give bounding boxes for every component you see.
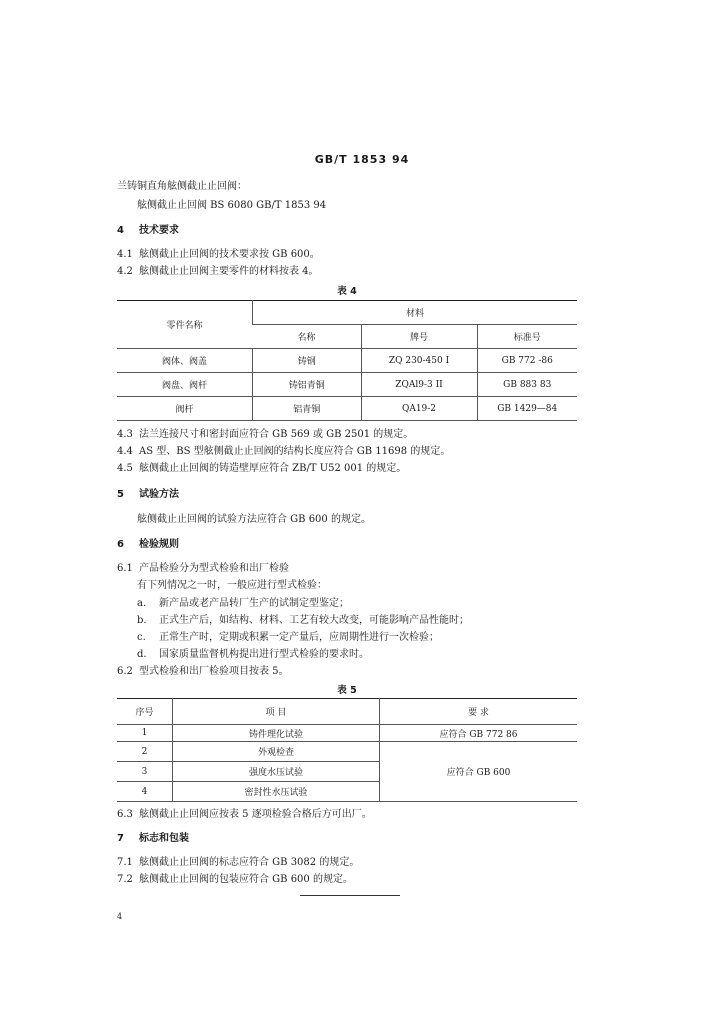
document-header: GB/T 1853 94: [314, 153, 410, 166]
table-row: [117, 742, 577, 762]
section-title: 标志和包装: [139, 833, 189, 844]
section-title: 试验方法: [139, 489, 179, 500]
list-item: [137, 614, 469, 628]
cell-req: 应符合 GB 600: [380, 742, 578, 802]
cell-no: 4: [117, 782, 173, 802]
clause-6-3: [117, 808, 372, 822]
cell-name: 铝青铜: [253, 397, 362, 421]
table-row: [117, 373, 577, 397]
clause-4-5: [117, 462, 406, 476]
list-text: 新产品或老产品转厂生产的试制定型鉴定；: [159, 598, 349, 609]
cell-standard: GB 883 83: [477, 373, 577, 397]
list-label: c.: [137, 632, 146, 643]
clause-text: AS 型、BS 型舷侧截止止回阀的结构长度应符合 GB 11698 的规定。: [139, 446, 451, 457]
clause-number: 7.1: [117, 857, 133, 868]
table-5-caption: 表 5: [337, 685, 357, 696]
table-4-caption: 表 4: [337, 286, 357, 297]
intro-line-1: 兰铸铜直角舷侧截止止回阀：: [117, 181, 247, 192]
section-number: 7: [117, 833, 124, 844]
list-label: d.: [137, 649, 147, 660]
clause-number: 4.3: [117, 429, 133, 440]
list-label: a.: [137, 598, 147, 609]
table-4-head-material: 材料: [253, 301, 578, 325]
cell-item: 密封性水压试验: [173, 782, 380, 802]
clause-6-1-intro: 有下列情况之一时，一般应进行型式检验：: [137, 580, 327, 591]
table-4-head-standard: 标准号: [477, 325, 577, 349]
clause-text: 产品检验分为型式检验和出厂检验: [139, 563, 289, 574]
clause-number: 4.1: [117, 249, 133, 260]
clause-text: 舷侧截止止回阀应按表 5 逐项检验合格后方可出厂。: [139, 809, 372, 820]
cell-name: 铸钢: [253, 349, 362, 373]
list-item: [137, 631, 439, 645]
section-number: 4: [117, 225, 124, 236]
intro-line-2: 舷侧截止止回阀 BS 6080 GB/T 1853 94: [137, 200, 327, 211]
cell-part: 阀盘、阀杆: [117, 373, 253, 397]
cell-no: 2: [117, 742, 173, 762]
clause-6-2: [117, 665, 289, 679]
clause-text: 型式检验和出厂检验项目按表 5。: [139, 666, 289, 677]
clause-4-3: [117, 428, 413, 442]
clause-text: 舷侧截止止回阀的包装应符合 GB 600 的规定。: [139, 874, 353, 885]
cell-grade: QA19-2: [361, 397, 477, 421]
table-row: [117, 349, 577, 373]
clause-number: 7.2: [117, 874, 133, 885]
section-6-heading: [117, 538, 179, 552]
cell-item: 强度水压试验: [173, 762, 380, 782]
section-5-text: 舷侧截止止回阀的试验方法应符合 GB 600 的规定。: [137, 514, 371, 525]
cell-part: 阀杆: [117, 397, 253, 421]
cell-part: 阀体、阀盖: [117, 349, 253, 373]
clause-number: 6.2: [117, 666, 133, 677]
cell-grade: ZQAl9-3 II: [361, 373, 477, 397]
cell-req: 应符合 GB 772 86: [380, 725, 578, 742]
section-4-heading: [117, 224, 179, 238]
list-text: 正常生产时，定期或积累一定产量后，应周期性进行一次检验；: [159, 632, 439, 643]
page-number: 4: [117, 912, 123, 921]
clause-text: 舷侧截止止回阀主要零件的材料按表 4。: [139, 266, 319, 277]
clause-4-4: [117, 445, 450, 459]
clause-number: 4.5: [117, 463, 133, 474]
table-row: [117, 397, 577, 421]
cell-standard: GB 772 -86: [477, 349, 577, 373]
clause-6-1: [117, 562, 289, 576]
table-5-head-no: 序号: [117, 699, 173, 725]
clause-number: 4.2: [117, 266, 133, 277]
clause-number: 6.3: [117, 809, 133, 820]
clause-number: 6.1: [117, 563, 133, 574]
cell-no: 3: [117, 762, 173, 782]
clause-text: 舷侧截止止回阀的标志应符合 GB 3082 的规定。: [139, 857, 360, 868]
clause-number: 4.4: [117, 446, 133, 457]
list-text: 国家质量监督机构提出进行型式检验的要求时。: [159, 649, 369, 660]
clause-text: 舷侧截止止回阀的技术要求按 GB 600。: [139, 249, 320, 260]
cell-standard: GB 1429—84: [477, 397, 577, 421]
clause-text: 法兰连接尺寸和密封面应符合 GB 569 或 GB 2501 的规定。: [139, 429, 414, 440]
table-row: [117, 725, 577, 742]
table-5-head-req: 要 求: [380, 699, 578, 725]
list-item: [137, 648, 369, 662]
section-title: 检验规则: [139, 539, 179, 550]
clause-7-2: [117, 873, 353, 887]
list-text: 正式生产后，如结构、材料、工艺有较大改变，可能影响产品性能时；: [159, 615, 469, 626]
cell-no: 1: [117, 725, 173, 742]
section-title: 技术要求: [139, 225, 179, 236]
cell-name: 铸铝青铜: [253, 373, 362, 397]
end-rule: [300, 895, 400, 896]
clause-4-2: [117, 265, 319, 279]
section-7-heading: [117, 832, 189, 846]
clause-text: 舷侧截止止回阀的铸造壁厚应符合 ZB/T U52 001 的规定。: [139, 463, 407, 474]
table-5: [117, 698, 577, 802]
clause-4-1: [117, 248, 320, 262]
table-5-head-item: 项 目: [173, 699, 380, 725]
list-label: b.: [137, 615, 147, 626]
cell-item: 铸件理化试验: [173, 725, 380, 742]
clause-7-1: [117, 856, 359, 870]
section-number: 5: [117, 489, 124, 500]
table-4-head-grade: 牌号: [361, 325, 477, 349]
table-4-head-name: 名称: [253, 325, 362, 349]
list-item: [137, 597, 349, 611]
section-number: 6: [117, 539, 124, 550]
table-4: [117, 300, 577, 421]
cell-grade: ZQ 230-450 I: [361, 349, 477, 373]
table-4-head-part: 零件名称: [117, 301, 253, 349]
cell-item: 外观检查: [173, 742, 380, 762]
section-5-heading: [117, 488, 179, 502]
